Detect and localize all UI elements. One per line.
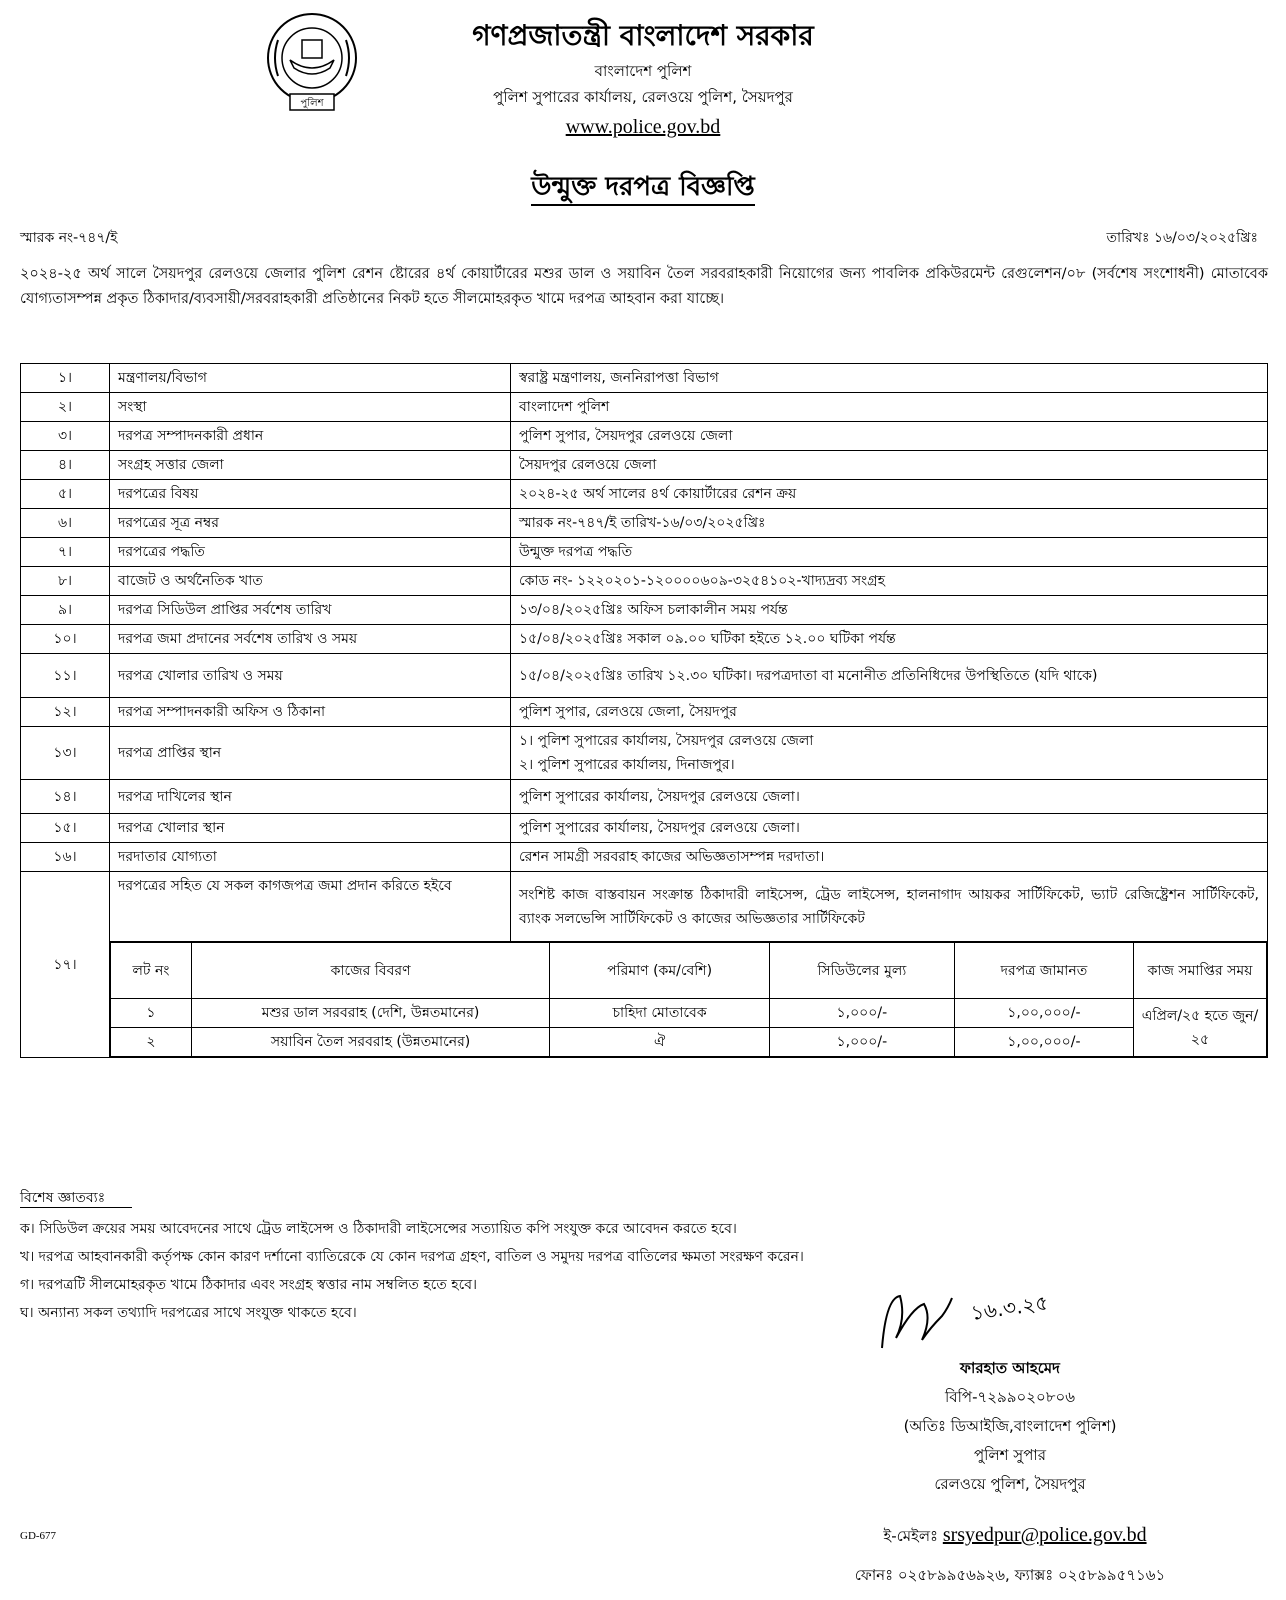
notice-title-text: উন্মুক্ত দরপত্র বিজ্ঞপ্তি: [531, 172, 755, 206]
row-item: দরপত্র সম্পাদনকারী প্রধান: [110, 422, 511, 451]
row-item: দরপত্র জমা প্রদানের সর্বশেষ তারিখ ও সময়: [110, 625, 511, 654]
row-item: দরদাতার যোগ্যতা: [110, 843, 511, 872]
row-value: সৈয়দপুর রেলওয়ে জেলা: [511, 451, 1268, 480]
lot-price: ১,০০০/-: [769, 999, 954, 1028]
office-name: পুলিশ সুপারের কার্যালয়, রেলওয়ে পুলিশ, সৈয়দপুর: [493, 88, 793, 106]
table-row: [21, 780, 1268, 814]
notice-date: তারিখঃ ১৬/০৩/২০২৫খ্রিঃ: [1106, 230, 1258, 246]
table-row: [21, 654, 1268, 698]
table-row: [21, 538, 1268, 567]
row-number: ১৫।: [21, 814, 110, 843]
row-value: বাংলাদেশ পুলিশ: [511, 393, 1268, 422]
row-value: পুলিশ সুপার, সৈয়দপুর রেলওয়ে জেলা: [511, 422, 1268, 451]
table-row: [21, 625, 1268, 654]
row-value: স্বরাষ্ট্র মন্ত্রণালয়, জননিরাপত্তা বিভাগ: [511, 364, 1268, 393]
signatory-rank: (অতিঃ ডিআইজি,বাংলাদেশ পুলিশ): [903, 1417, 1117, 1435]
row-number: ১১।: [21, 654, 110, 698]
svg-text:পুলিশ: পুলিশ: [300, 98, 324, 109]
row-item: দরপত্র খোলার স্থান: [110, 814, 511, 843]
lots-cell: [110, 942, 1268, 1058]
row-number: ১৭।: [21, 872, 110, 1058]
lot-lot: ২: [111, 1028, 192, 1057]
email-row: [770, 1524, 1260, 1550]
signatory-place: রেলওয়ে পুলিশ, সৈয়দপুর: [934, 1475, 1086, 1493]
note-item: গ। দরপত্রটি সীলমোহরকৃত খামে ঠিকাদার এবং সংগ্রহ স্বত্তার নাম সম্বলিত হতে হবে।: [20, 1277, 477, 1293]
table-row: [21, 872, 1268, 942]
lot-desc: মশুর ডাল সরবরাহ (দেশি, উন্নতমানের): [191, 999, 549, 1028]
row-value: ২০২৪-২৫ অর্থ সালের ৪র্থ কোয়ার্টারের রেশন ক্রয়: [511, 480, 1268, 509]
table-row: [21, 393, 1268, 422]
row-item: দরপত্র সম্পাদনকারী অফিস ও ঠিকানা: [110, 698, 511, 727]
phone-fax: ফোনঃ ০২৫৮৯৯৫৬৯২৬, ফ্যাক্সঃ ০২৫৮৯৯৫৭১৬১: [854, 1566, 1166, 1584]
table-row: [21, 814, 1268, 843]
row-item: মন্ত্রণালয়/বিভাগ: [110, 364, 511, 393]
table-row: [21, 422, 1268, 451]
row-number: ১৩।: [21, 727, 110, 780]
lots-header-cell: পরিমাণ (কম/বেশি): [550, 943, 770, 999]
row-number: ৫।: [21, 480, 110, 509]
row-number: ৭।: [21, 538, 110, 567]
row-item: দরপত্র খোলার তারিখ ও সময়: [110, 654, 511, 698]
table-row: [21, 480, 1268, 509]
lot-qty: ঐ: [550, 1028, 770, 1057]
form-code: GD-677: [20, 1530, 57, 1542]
lots-row: [21, 942, 1268, 1058]
row-number: ৪।: [21, 451, 110, 480]
memo-number: স্মারক নং-৭৪৭/ই: [20, 230, 118, 246]
lot-security: ১,০০,০০০/-: [954, 1028, 1133, 1057]
table-row: [21, 364, 1268, 393]
lots-header-cell: কাজের বিবরণ: [191, 943, 549, 999]
lot-row: [111, 999, 1267, 1028]
lots-table: [110, 942, 1267, 1057]
row-item: দরপত্র দাখিলের স্থান: [110, 780, 511, 814]
lots-header-cell: কাজ সমাপ্তির সময়: [1134, 943, 1267, 999]
row-item: সংস্থা: [110, 393, 511, 422]
intro-paragraph: ২০২৪-২৫ অর্থ সালে সৈয়দপুর রেলওয়ে জেলার পুলিশ রেশন ষ্টোরের ৪র্থ কোয়ার্টারের মশুর ডাল ও সয়াবিন তৈল সরবরাহকারী নিয়োগের জন্য পাবলিক প্রকিউরমেন্ট রেগুলেশন/০৮ (সর্বশেষ সংশোধনী) মোতাবেক যোগ্যতাসম্পন্ন প্রকৃত ঠিকাদার/ব্যবসায়ী/সরবরাহকারী প্রতিষ্ঠানের নিকট হতে সীলমোহরকৃত খামে দরপত্র আহবান করা যাচ্ছে।: [20, 266, 1268, 307]
row-value: [511, 727, 1268, 780]
table-row: [21, 843, 1268, 872]
tender-table: [20, 363, 1268, 1058]
note-item: ঘ। অন্যান্য সকল তথ্যাদি দরপত্রের সাথে সংযুক্ত থাকতে হবে।: [20, 1305, 357, 1321]
row-value: ১৫/০৪/২০২৫খ্রিঃ সকাল ০৯.০০ ঘটিকা হইতে ১২.০০ ঘটিকা পর্যন্ত: [511, 625, 1268, 654]
table-row: [21, 596, 1268, 625]
lot-qty: চাহিদা মোতাবেক: [550, 999, 770, 1028]
notes-underline: [20, 1207, 132, 1208]
row-value: পুলিশ সুপারের কার্যালয়, সৈয়দপুর রেলওয়ে জেলা।: [511, 780, 1268, 814]
signatory-bp: বিপি-৭২৯৯০২০৮০৬: [945, 1388, 1075, 1406]
row-number: ১৬।: [21, 843, 110, 872]
row-item: দরপত্র প্রাপ্তির স্থান: [110, 727, 511, 780]
row-number: ৩।: [21, 422, 110, 451]
row-value: উন্মুক্ত দরপত্র পদ্ধতি: [511, 538, 1268, 567]
lot-desc: সয়াবিন তৈল সরবরাহ (উন্নতমানের): [191, 1028, 549, 1057]
signature-date: ১৬.৩.২৫: [969, 1290, 1050, 1325]
lot-security: ১,০০,০০০/-: [954, 999, 1133, 1028]
table-row: [21, 509, 1268, 538]
row-number: ১।: [21, 364, 110, 393]
handwritten-signature: [872, 1278, 1062, 1358]
table-row: [21, 451, 1268, 480]
email-label: ই-মেইলঃ: [883, 1527, 939, 1545]
row-number: ৯।: [21, 596, 110, 625]
row-value: স্মারক নং-৭৪৭/ই তারিখ-১৬/০৩/২০২৫খ্রিঃ: [511, 509, 1268, 538]
row-item: দরপত্রের সূত্র নম্বর: [110, 509, 511, 538]
row-value: কোড নং- ১২২০২০১-১২০০০০৬০৯-৩২৫৪১০২-খাদ্যদ্রব্য সংগ্রহ: [511, 567, 1268, 596]
row-value: ১৫/০৪/২০২৫খ্রিঃ তারিখ ১২.৩০ ঘটিকা। দরপত্রদাতা বা মনোনীত প্রতিনিধিদের উপস্থিতিতে (যদি থাকে): [511, 654, 1268, 698]
row-item: দরপত্রের পদ্ধতি: [110, 538, 511, 567]
row-number: ৬।: [21, 509, 110, 538]
row-number: ২।: [21, 393, 110, 422]
row-item: দরপত্র সিডিউল প্রাপ্তির সর্বশেষ তারিখ: [110, 596, 511, 625]
note-item: ক। সিডিউল ক্রয়ের সময় আবেদনের সাথে ট্রেড লাইসেন্স ও ঠিকাদারী লাইসেন্সের সত্যায়িত কপি সংযুক্ত করে আবেদন করতে হবে।: [20, 1221, 737, 1237]
row-value-line: ১। পুলিশ সুপারের কার্যালয়, সৈয়দপুর রেলওয়ে জেলা: [519, 733, 814, 749]
lots-header-cell: দরপত্র জামানত: [954, 943, 1133, 999]
row-value: পুলিশ সুপারের কার্যালয়, সৈয়দপুর রেলওয়ে জেলা।: [511, 814, 1268, 843]
signatory-name: ফারহাত আহমেদ: [960, 1359, 1060, 1377]
row-value: ১৩/০৪/২০২৫খ্রিঃ অফিস চলাকালীন সময় পর্যন্ত: [511, 596, 1268, 625]
row-item: দরপত্রের বিষয়: [110, 480, 511, 509]
email-link[interactable]: srsyedpur@police.gov.bd: [942, 1524, 1147, 1546]
row-value: রেশন সামগ্রী সরবরাহ কাজের অভিজ্ঞতাসম্পন্ন দরদাতা।: [511, 843, 1268, 872]
row-item: দরপত্রের সহিত যে সকল কাগজপত্র জমা প্রদান করিতে হইবে: [110, 872, 511, 942]
lots-header-cell: লট নং: [111, 943, 192, 999]
note-item: খ। দরপত্র আহবানকারী কর্তৃপক্ষ কোন কারণ দর্শানো ব্যাতিরেকে যে কোন দরপত্র গ্রহণ, বাতিল ও সমুদয় দরপত্র বাতিলের ক্ষমতা সংরক্ষণ করেন।: [20, 1249, 804, 1265]
notes-heading: বিশেষ জ্ঞাতব্যঃ: [20, 1190, 106, 1206]
row-value-line: ২। পুলিশ সুপারের কার্যালয়, দিনাজপুর।: [519, 757, 735, 773]
lot-lot: ১: [111, 999, 192, 1028]
lot-row: [111, 1028, 1267, 1057]
row-item: সংগ্রহ সত্তার জেলা: [110, 451, 511, 480]
table-row: [21, 727, 1268, 780]
lots-header-cell: সিডিউলের মুল্য: [769, 943, 954, 999]
lot-completion: এপ্রিল/২৫ হতে জুন/২৫: [1134, 999, 1267, 1057]
row-value: সংশিষ্ট কাজ বাস্তবায়ন সংক্রান্ত ঠিকাদারী লাইসেন্স, ট্রেড লাইসেন্স, হালনাগাদ আয়কর সার্টিফিকেট, ভ্যাট রেজিষ্ট্রেশন সার্টিফিকেট, ব্যাংক সলভেন্সি সার্টিফিকেট ও কাজের অভিজ্ঞতার সার্টিফিকেট: [511, 872, 1268, 942]
row-value: পুলিশ সুপার, রেলওয়ে জেলা, সৈয়দপুর: [511, 698, 1268, 727]
table-row: [21, 567, 1268, 596]
row-number: ১২।: [21, 698, 110, 727]
row-item: বাজেট ও অর্থনৈতিক খাত: [110, 567, 511, 596]
organization-name: বাংলাদেশ পুলিশ: [594, 62, 692, 80]
row-number: ১৪।: [21, 780, 110, 814]
signatory-title: পুলিশ সুপার: [974, 1446, 1046, 1464]
lot-price: ১,০০০/-: [769, 1028, 954, 1057]
website-link[interactable]: www.police.gov.bd: [565, 116, 721, 138]
row-number: ৮।: [21, 567, 110, 596]
notice-title: [0, 166, 1286, 210]
lots-header-row: [111, 943, 1267, 999]
table-row: [21, 698, 1268, 727]
row-number: ১০।: [21, 625, 110, 654]
government-title: গণপ্রজাতন্ত্রী বাংলাদেশ সরকার: [472, 19, 814, 52]
